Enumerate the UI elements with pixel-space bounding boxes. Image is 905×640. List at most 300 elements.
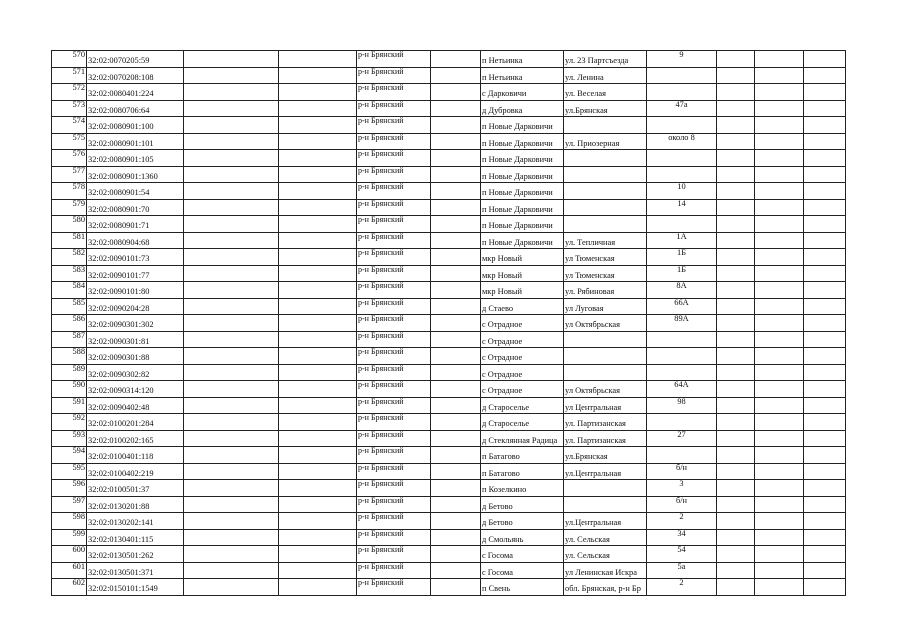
empty-cell [431,430,481,447]
region-cell: р-н Брянский [357,381,431,398]
cadastral-number: 32:02:0130501:262 [87,546,184,563]
empty-cell [804,348,846,365]
table-row [52,529,846,546]
house-cell: б/н [647,463,717,480]
region-cell: р-н Брянский [357,546,431,563]
empty-cell [717,562,755,579]
locality-cell: д Дубровка [481,100,564,117]
region-cell: р-н Брянский [357,298,431,315]
empty-cell [279,133,357,150]
street-cell: ул. Партизанская [564,430,647,447]
street-cell: ул Луговая [564,298,647,315]
region-cell: р-н Брянский [357,232,431,249]
empty-cell [717,496,755,513]
empty-cell [279,562,357,579]
cadastral-number: 32:02:0080901:71 [87,216,184,233]
empty-cell [717,265,755,282]
table-row [52,447,846,464]
empty-cell [184,84,279,101]
locality-cell: с Отрадное [481,315,564,332]
empty-cell [431,513,481,530]
empty-cell [279,447,357,464]
region-cell: р-н Брянский [357,331,431,348]
row-number: 590 [52,381,87,398]
street-cell: ул Тюменская [564,249,647,266]
registry-sheet [51,50,846,596]
empty-cell [279,480,357,497]
table-row [52,513,846,530]
table-row [52,496,846,513]
empty-cell [431,100,481,117]
empty-cell [279,414,357,431]
empty-cell [279,265,357,282]
cadastral-number: 32:02:0130401:115 [87,529,184,546]
locality-cell: п Новые Дарковичи [481,117,564,134]
street-cell [564,150,647,167]
house-cell: б/н [647,496,717,513]
cadastral-number: 32:02:0090301:302 [87,315,184,332]
street-cell: ул. Сельская [564,529,647,546]
empty-cell [279,166,357,183]
empty-cell [431,331,481,348]
empty-cell [804,447,846,464]
row-number: 586 [52,315,87,332]
house-cell [647,331,717,348]
house-cell [647,117,717,134]
table-row [52,216,846,233]
empty-cell [279,249,357,266]
row-number: 602 [52,579,87,596]
empty-cell [755,480,804,497]
empty-cell [804,133,846,150]
empty-cell [755,84,804,101]
empty-cell [717,166,755,183]
region-cell: р-н Брянский [357,348,431,365]
empty-cell [755,249,804,266]
cadastral-number: 32:02:0090204:28 [87,298,184,315]
cadastral-number: 32:02:0070208:108 [87,67,184,84]
locality-cell: п Батагово [481,463,564,480]
empty-cell [755,166,804,183]
empty-cell [804,463,846,480]
empty-cell [717,183,755,200]
region-cell: р-н Брянский [357,133,431,150]
empty-cell [184,447,279,464]
empty-cell [431,414,481,431]
empty-cell [184,183,279,200]
row-number: 573 [52,100,87,117]
empty-cell [279,232,357,249]
street-cell: ул. Сельская [564,546,647,563]
street-cell [564,348,647,365]
empty-cell [184,414,279,431]
region-cell: р-н Брянский [357,480,431,497]
region-cell: р-н Брянский [357,282,431,299]
empty-cell [279,67,357,84]
cadastral-number: 32:02:0080401:224 [87,84,184,101]
cadastral-number: 32:02:0080901:54 [87,183,184,200]
street-cell [564,216,647,233]
empty-cell [431,562,481,579]
row-number: 598 [52,513,87,530]
empty-cell [717,529,755,546]
empty-cell [184,529,279,546]
house-cell [647,447,717,464]
empty-cell [755,381,804,398]
region-cell: р-н Брянский [357,183,431,200]
table-row [52,348,846,365]
street-cell [564,166,647,183]
locality-cell: п Новые Дарковичи [481,216,564,233]
empty-cell [804,331,846,348]
table-row [52,414,846,431]
region-cell: р-н Брянский [357,150,431,167]
locality-cell: п Нетьинка [481,51,564,68]
empty-cell [184,315,279,332]
street-cell [564,480,647,497]
cadastral-number: 32:02:0090302:82 [87,364,184,381]
cadastral-number: 32:02:0080901:105 [87,150,184,167]
table-row [52,315,846,332]
empty-cell [431,249,481,266]
empty-cell [755,414,804,431]
empty-cell [755,579,804,596]
empty-cell [804,562,846,579]
empty-cell [804,216,846,233]
region-cell: р-н Брянский [357,315,431,332]
cadastral-number: 32:02:0080706:64 [87,100,184,117]
street-cell [564,364,647,381]
table-row [52,232,846,249]
empty-cell [184,480,279,497]
empty-cell [184,282,279,299]
row-number: 584 [52,282,87,299]
empty-cell [431,579,481,596]
cadastral-number: 32:02:0080901:101 [87,133,184,150]
cadastral-number: 32:02:0100202:165 [87,430,184,447]
empty-cell [431,166,481,183]
empty-cell [717,364,755,381]
region-cell: р-н Брянский [357,430,431,447]
locality-cell: с Отрадное [481,348,564,365]
house-cell: 3 [647,480,717,497]
empty-cell [755,100,804,117]
empty-cell [431,117,481,134]
empty-cell [755,364,804,381]
locality-cell: п Новые Дарковичи [481,183,564,200]
cadastral-number: 32:02:0080901:1360 [87,166,184,183]
empty-cell [717,430,755,447]
empty-cell [279,216,357,233]
cadastral-number: 32:02:0090101:80 [87,282,184,299]
house-cell: около 8 [647,133,717,150]
empty-cell [717,414,755,431]
house-cell: 27 [647,430,717,447]
empty-cell [431,183,481,200]
empty-cell [279,84,357,101]
empty-cell [431,480,481,497]
empty-cell [755,117,804,134]
street-cell [564,199,647,216]
street-cell: ул. Тепличная [564,232,647,249]
empty-cell [717,298,755,315]
row-number: 596 [52,480,87,497]
house-cell: 14 [647,199,717,216]
empty-cell [431,232,481,249]
empty-cell [717,282,755,299]
empty-cell [717,480,755,497]
region-cell: р-н Брянский [357,513,431,530]
row-number: 587 [52,331,87,348]
empty-cell [431,199,481,216]
row-number: 580 [52,216,87,233]
row-number: 583 [52,265,87,282]
empty-cell [755,397,804,414]
row-number: 578 [52,183,87,200]
empty-cell [184,298,279,315]
cadastral-number: 32:02:0090101:73 [87,249,184,266]
street-cell: ул.Центральная [564,463,647,480]
locality-cell: п Свень [481,579,564,596]
empty-cell [804,150,846,167]
house-cell: 10 [647,183,717,200]
house-cell: 54 [647,546,717,563]
street-cell: ул Тюменская [564,265,647,282]
locality-cell: д Стеклянная Радица [481,430,564,447]
house-cell: 8А [647,282,717,299]
locality-cell: п Нетьинка [481,67,564,84]
empty-cell [279,529,357,546]
cadastral-number: 32:02:0080901:70 [87,199,184,216]
cadastral-number: 32:02:0090402:48 [87,397,184,414]
locality-cell: п Новые Дарковичи [481,199,564,216]
row-number: 592 [52,414,87,431]
empty-cell [755,562,804,579]
cadastral-number: 32:02:0100401:118 [87,447,184,464]
row-number: 597 [52,496,87,513]
empty-cell [755,348,804,365]
cadastral-number: 32:02:0130201:88 [87,496,184,513]
empty-cell [184,496,279,513]
empty-cell [804,298,846,315]
locality-cell: с Госома [481,562,564,579]
house-cell [647,84,717,101]
empty-cell [755,315,804,332]
locality-cell: п Новые Дарковичи [481,150,564,167]
empty-cell [431,282,481,299]
empty-cell [279,183,357,200]
empty-cell [279,430,357,447]
empty-cell [184,348,279,365]
street-cell: ул Октябрьская [564,315,647,332]
empty-cell [804,364,846,381]
region-cell: р-н Брянский [357,216,431,233]
region-cell: р-н Брянский [357,166,431,183]
empty-cell [755,298,804,315]
empty-cell [804,315,846,332]
row-number: 595 [52,463,87,480]
region-cell: р-н Брянский [357,199,431,216]
table-row [52,579,846,596]
street-cell: ул.Центральная [564,513,647,530]
table-row [52,397,846,414]
house-cell: 1А [647,232,717,249]
house-cell [647,166,717,183]
empty-cell [804,282,846,299]
empty-cell [804,414,846,431]
empty-cell [184,430,279,447]
empty-cell [717,199,755,216]
empty-cell [755,331,804,348]
empty-cell [279,315,357,332]
table-row [52,282,846,299]
table-row [52,298,846,315]
empty-cell [431,67,481,84]
empty-cell [804,529,846,546]
house-cell: 64А [647,381,717,398]
region-cell: р-н Брянский [357,397,431,414]
empty-cell [431,51,481,68]
empty-cell [804,232,846,249]
street-cell: обл. Брянская, р-н Бр [564,579,647,596]
row-number: 579 [52,199,87,216]
empty-cell [717,381,755,398]
empty-cell [755,447,804,464]
empty-cell [184,216,279,233]
empty-cell [804,166,846,183]
table-row [52,51,846,68]
empty-cell [184,364,279,381]
empty-cell [431,381,481,398]
empty-cell [279,348,357,365]
row-number: 572 [52,84,87,101]
region-cell: р-н Брянский [357,447,431,464]
table-row [52,430,846,447]
empty-cell [804,513,846,530]
empty-cell [279,100,357,117]
empty-cell [184,265,279,282]
empty-cell [279,513,357,530]
street-cell: ул. Партизанская [564,414,647,431]
empty-cell [279,282,357,299]
empty-cell [755,150,804,167]
cadastral-number: 32:02:0100501:37 [87,480,184,497]
empty-cell [804,117,846,134]
empty-cell [279,117,357,134]
house-cell [647,150,717,167]
empty-cell [717,100,755,117]
empty-cell [755,232,804,249]
house-cell [647,216,717,233]
table-row [52,480,846,497]
cadastral-number: 32:02:0130501:371 [87,562,184,579]
empty-cell [184,579,279,596]
empty-cell [755,67,804,84]
table-row [52,364,846,381]
street-cell: ул. Веселая [564,84,647,101]
house-cell: 47а [647,100,717,117]
empty-cell [755,463,804,480]
table-row [52,463,846,480]
empty-cell [804,496,846,513]
empty-cell [431,463,481,480]
region-cell: р-н Брянский [357,496,431,513]
house-cell: 66А [647,298,717,315]
street-cell [564,117,647,134]
house-cell: 98 [647,397,717,414]
empty-cell [279,463,357,480]
table-row [52,562,846,579]
row-number: 601 [52,562,87,579]
empty-cell [717,579,755,596]
empty-cell [184,397,279,414]
empty-cell [184,562,279,579]
region-cell: р-н Брянский [357,579,431,596]
empty-cell [184,331,279,348]
row-number: 577 [52,166,87,183]
table-row [52,100,846,117]
empty-cell [431,496,481,513]
empty-cell [431,150,481,167]
empty-cell [755,183,804,200]
table-row [52,265,846,282]
empty-cell [717,546,755,563]
empty-cell [279,579,357,596]
empty-cell [431,265,481,282]
locality-cell: п Батагово [481,447,564,464]
empty-cell [279,496,357,513]
empty-cell [755,265,804,282]
empty-cell [279,364,357,381]
property-table [51,50,846,596]
street-cell: ул Центральная [564,397,647,414]
row-number: 591 [52,397,87,414]
row-number: 581 [52,232,87,249]
house-cell [647,364,717,381]
street-cell: ул. Ленина [564,67,647,84]
cadastral-number: 32:02:0090314:120 [87,381,184,398]
row-number: 576 [52,150,87,167]
empty-cell [184,51,279,68]
locality-cell: с Отрадное [481,331,564,348]
house-cell: 34 [647,529,717,546]
street-cell [564,183,647,200]
street-cell [564,331,647,348]
empty-cell [804,199,846,216]
street-cell: ул. Приозерная [564,133,647,150]
street-cell: ул.Брянская [564,100,647,117]
empty-cell [804,430,846,447]
empty-cell [184,100,279,117]
empty-cell [279,331,357,348]
locality-cell: мкр Новый [481,249,564,266]
empty-cell [717,348,755,365]
empty-cell [184,133,279,150]
table-row [52,117,846,134]
house-cell: 1Б [647,265,717,282]
empty-cell [804,67,846,84]
empty-cell [184,166,279,183]
region-cell: р-н Брянский [357,117,431,134]
empty-cell [184,249,279,266]
empty-cell [717,133,755,150]
street-cell [564,496,647,513]
empty-cell [279,298,357,315]
empty-cell [804,546,846,563]
row-number: 593 [52,430,87,447]
region-cell: р-н Брянский [357,562,431,579]
empty-cell [431,546,481,563]
